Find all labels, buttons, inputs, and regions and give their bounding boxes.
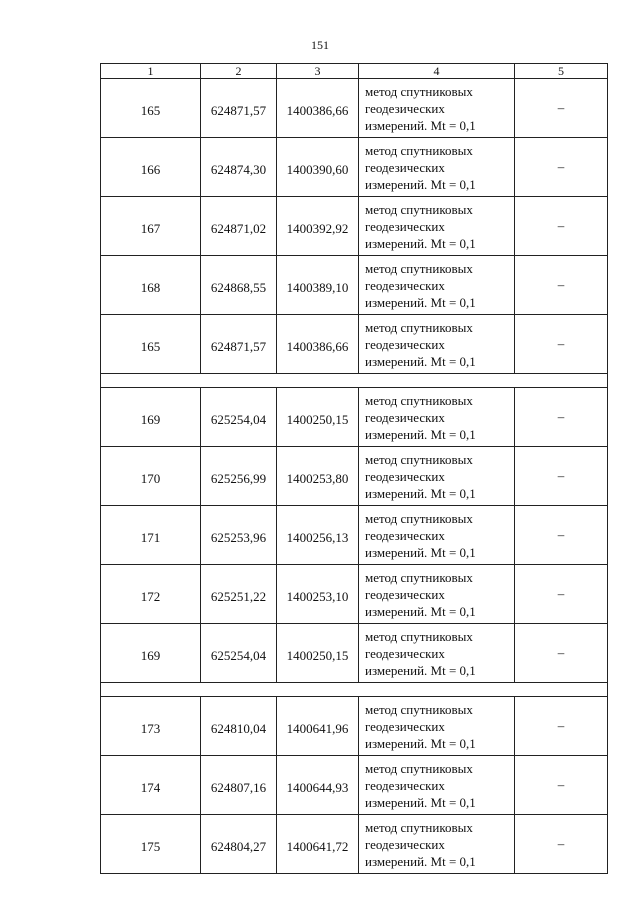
method-line: метод спутниковых (365, 451, 473, 467)
method-line: измерений. Mt = 0,1 (365, 853, 476, 869)
point-number-cell: 173 (101, 697, 201, 756)
method-line: геодезических (365, 527, 445, 543)
y-coordinate-cell: 1400386,66 (277, 79, 359, 138)
method-line: геодезических (365, 409, 445, 425)
column-header: 5 (515, 64, 608, 79)
table-row (101, 815, 608, 874)
note-cell: – (515, 565, 608, 624)
method-line: измерений. Mt = 0,1 (365, 294, 476, 310)
method-line: метод спутниковых (365, 142, 473, 158)
point-number-cell: 172 (101, 565, 201, 624)
method-line: измерений. Mt = 0,1 (365, 176, 476, 192)
point-number-cell: 171 (101, 506, 201, 565)
method-line: метод спутниковых (365, 83, 473, 99)
group-separator-cell (101, 374, 608, 388)
method-line: геодезических (365, 836, 445, 852)
table-row (101, 138, 608, 197)
method-line: метод спутниковых (365, 392, 473, 408)
y-coordinate-cell: 1400250,15 (277, 624, 359, 683)
note-cell: – (515, 197, 608, 256)
method-line: геодезических (365, 468, 445, 484)
method-cell (359, 756, 515, 815)
note-cell: – (515, 447, 608, 506)
table-row (101, 197, 608, 256)
x-coordinate-cell: 625254,04 (201, 388, 277, 447)
method-line: измерений. Mt = 0,1 (365, 235, 476, 251)
method-cell (359, 624, 515, 683)
x-coordinate-cell: 624810,04 (201, 697, 277, 756)
table-row (101, 79, 608, 138)
method-line: измерений. Mt = 0,1 (365, 794, 476, 810)
method-cell (359, 565, 515, 624)
table-row (101, 506, 608, 565)
point-number-cell: 169 (101, 624, 201, 683)
y-coordinate-cell: 1400390,60 (277, 138, 359, 197)
x-coordinate-cell: 625254,04 (201, 624, 277, 683)
x-coordinate-cell: 624871,02 (201, 197, 277, 256)
point-number-cell: 166 (101, 138, 201, 197)
method-line: метод спутниковых (365, 510, 473, 526)
group-separator-cell (101, 683, 608, 697)
method-line: метод спутниковых (365, 260, 473, 276)
coordinates-table (100, 63, 608, 874)
header-row (101, 64, 608, 79)
page-number: 151 (311, 38, 329, 52)
point-number-cell: 165 (101, 315, 201, 374)
table-body (101, 64, 608, 874)
group-separator-row (101, 683, 608, 697)
method-cell (359, 138, 515, 197)
y-coordinate-cell: 1400389,10 (277, 256, 359, 315)
y-coordinate-cell: 1400256,13 (277, 506, 359, 565)
x-coordinate-cell: 624871,57 (201, 315, 277, 374)
y-coordinate-cell: 1400644,93 (277, 756, 359, 815)
table-row (101, 447, 608, 506)
table-row (101, 388, 608, 447)
method-line: геодезических (365, 718, 445, 734)
x-coordinate-cell: 624874,30 (201, 138, 277, 197)
point-number-cell: 165 (101, 79, 201, 138)
group-separator-row (101, 374, 608, 388)
y-coordinate-cell: 1400250,15 (277, 388, 359, 447)
method-line: геодезических (365, 336, 445, 352)
method-cell (359, 197, 515, 256)
method-cell (359, 315, 515, 374)
method-line: геодезических (365, 218, 445, 234)
y-coordinate-cell: 1400253,10 (277, 565, 359, 624)
y-coordinate-cell: 1400253,80 (277, 447, 359, 506)
point-number-cell: 175 (101, 815, 201, 874)
column-header: 1 (101, 64, 201, 79)
table-row (101, 256, 608, 315)
note-cell: – (515, 815, 608, 874)
y-coordinate-cell: 1400641,72 (277, 815, 359, 874)
method-cell (359, 447, 515, 506)
method-cell (359, 815, 515, 874)
y-coordinate-cell: 1400392,92 (277, 197, 359, 256)
method-line: метод спутниковых (365, 319, 473, 335)
method-line: измерений. Mt = 0,1 (365, 603, 476, 619)
method-line: геодезических (365, 277, 445, 293)
x-coordinate-cell: 624871,57 (201, 79, 277, 138)
method-line: метод спутниковых (365, 760, 473, 776)
y-coordinate-cell: 1400386,66 (277, 315, 359, 374)
method-cell (359, 388, 515, 447)
table-row (101, 565, 608, 624)
table-row (101, 697, 608, 756)
method-line: измерений. Mt = 0,1 (365, 485, 476, 501)
point-number-cell: 174 (101, 756, 201, 815)
note-cell: – (515, 256, 608, 315)
table-row (101, 624, 608, 683)
note-cell: – (515, 756, 608, 815)
method-cell (359, 506, 515, 565)
note-cell: – (515, 624, 608, 683)
note-cell: – (515, 388, 608, 447)
method-cell (359, 79, 515, 138)
table-row (101, 756, 608, 815)
note-cell: – (515, 506, 608, 565)
method-line: измерений. Mt = 0,1 (365, 735, 476, 751)
column-header: 2 (201, 64, 277, 79)
method-line: метод спутниковых (365, 628, 473, 644)
method-line: геодезических (365, 586, 445, 602)
note-cell: – (515, 315, 608, 374)
y-coordinate-cell: 1400641,96 (277, 697, 359, 756)
note-cell: – (515, 138, 608, 197)
method-line: метод спутниковых (365, 701, 473, 717)
method-line: измерений. Mt = 0,1 (365, 662, 476, 678)
method-cell (359, 697, 515, 756)
x-coordinate-cell: 624804,27 (201, 815, 277, 874)
x-coordinate-cell: 625251,22 (201, 565, 277, 624)
note-cell: – (515, 79, 608, 138)
note-cell: – (515, 697, 608, 756)
method-line: измерений. Mt = 0,1 (365, 353, 476, 369)
method-line: измерений. Mt = 0,1 (365, 544, 476, 560)
method-line: геодезических (365, 159, 445, 175)
method-line: метод спутниковых (365, 819, 473, 835)
table-row (101, 315, 608, 374)
x-coordinate-cell: 624868,55 (201, 256, 277, 315)
point-number-cell: 167 (101, 197, 201, 256)
method-cell (359, 256, 515, 315)
column-header: 4 (359, 64, 515, 79)
point-number-cell: 168 (101, 256, 201, 315)
method-line: метод спутниковых (365, 201, 473, 217)
method-line: измерений. Mt = 0,1 (365, 117, 476, 133)
x-coordinate-cell: 624807,16 (201, 756, 277, 815)
x-coordinate-cell: 625256,99 (201, 447, 277, 506)
method-line: измерений. Mt = 0,1 (365, 426, 476, 442)
point-number-cell: 169 (101, 388, 201, 447)
method-line: метод спутниковых (365, 569, 473, 585)
column-header: 3 (277, 64, 359, 79)
method-line: геодезических (365, 100, 445, 116)
method-line: геодезических (365, 777, 445, 793)
method-line: геодезических (365, 645, 445, 661)
x-coordinate-cell: 625253,96 (201, 506, 277, 565)
point-number-cell: 170 (101, 447, 201, 506)
